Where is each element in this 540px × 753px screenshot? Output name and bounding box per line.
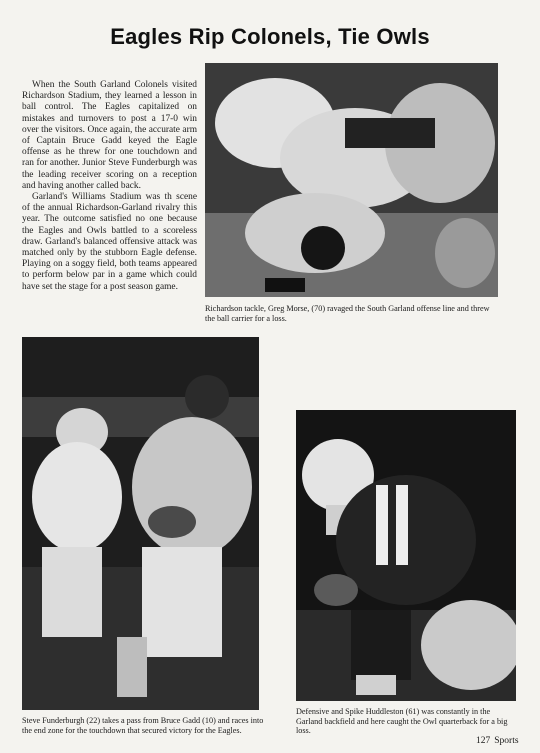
article-paragraph-2: Garland's Williams Stadium was th scene of the annual Richardson-Garland rivalry this year. The outcome satisfied no one because the Eagles and Owls battled to a scoreless draw. Garland's balanced offensive attack was matched only by the stubborn Eagle defense. Playing on a soggy field, both teams appeared to perform below par in a game which could have set the stage for a post season game. [22,192,197,292]
photo-touchdown [22,337,259,710]
article-paragraph-1: When the South Garland Colonels visited Richardson Stadium, they learned a lesson in ball control. The Eagles capitalized on mistakes and turnovers to post a 17-0 win over the visitors. Once again, the accurate arm of Captain Bruce Gadd keyed the Eagle offense as he threw for one touchdown and ran for another. Junior Steve Funderburgh was the leading receiver scoring on a reception and having another called back. [22,80,197,191]
page-number: 127 [476,736,491,746]
photo-sack [296,410,516,701]
section-name: Sports [494,736,519,746]
photo-tackle [205,63,498,297]
caption-tackle: Richardson tackle, Greg Morse, (70) ravaged the South Garland offense line and threw the ball carrier for a loss. [205,304,490,323]
headline: Eagles Rip Colonels, Tie Owls [110,24,430,49]
caption-sack: Defensive and Spike Huddleston (61) was constantly in the Garland backfield and here caught the Owl quarterback for a big loss. [296,707,508,736]
caption-touchdown: Steve Funderburgh (22) takes a pass from Bruce Gadd (10) and races into the end zone for the touchdown that secured victory for the Eagles. [22,716,264,735]
article-body [22,80,197,293]
page-folio [476,736,523,746]
